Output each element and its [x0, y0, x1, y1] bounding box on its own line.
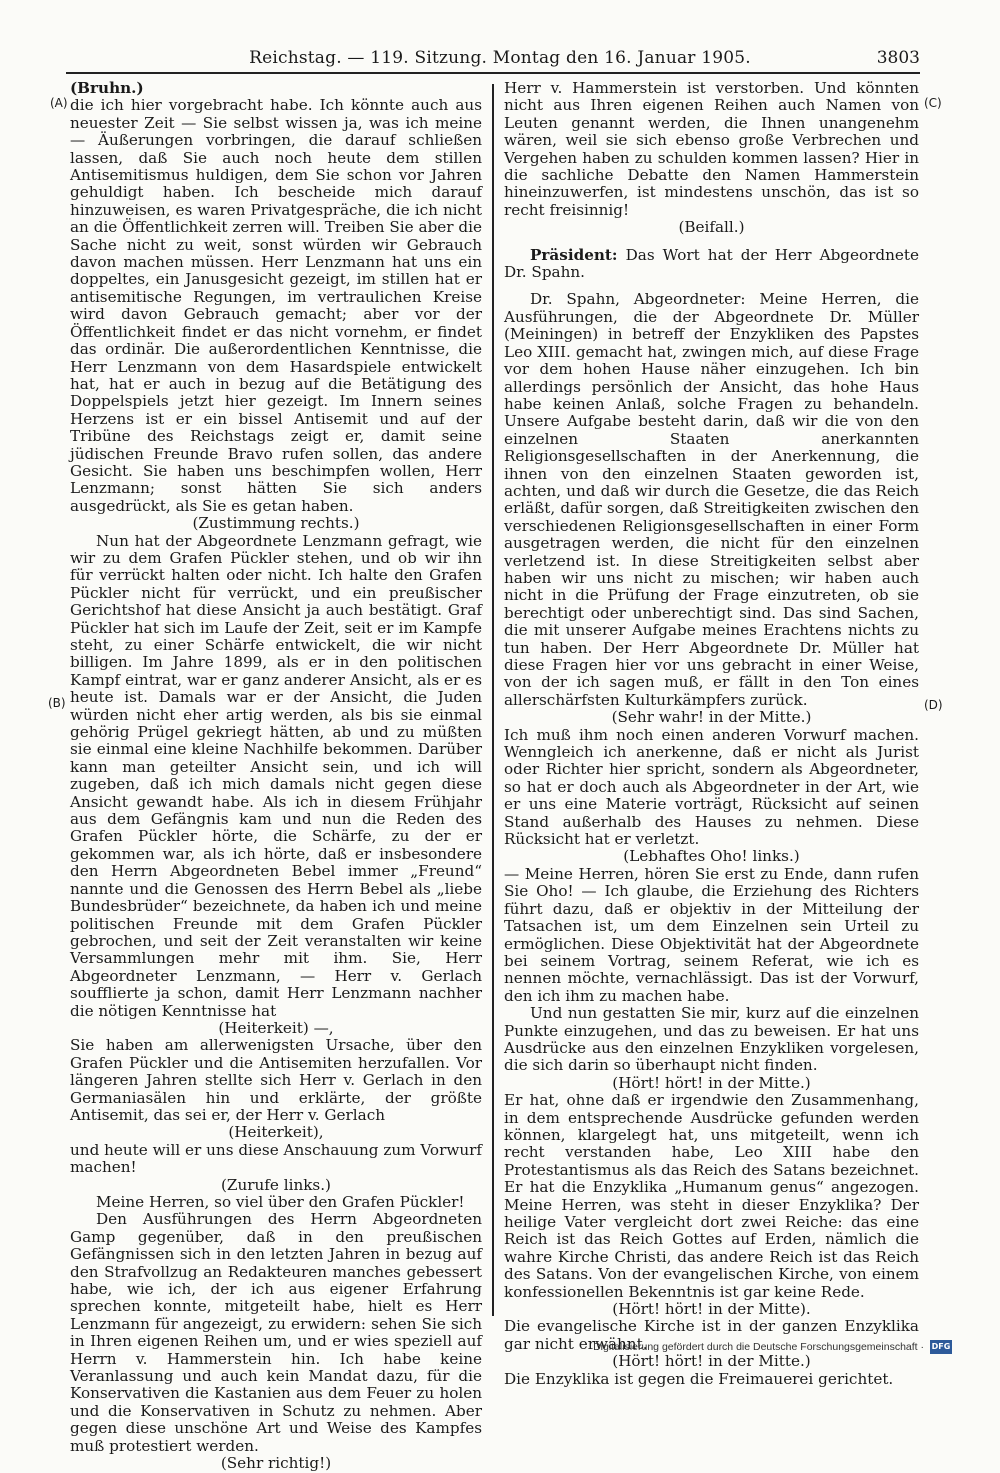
interjection: (Sehr richtig!) [220, 1454, 332, 1473]
margin-mark-d: (D) [924, 698, 943, 712]
paragraph: die ich hier vorgebracht habe. Ich könnte auch aus neuester Zeit — Sie selbst wissen ja, was ich meine — Äußerungen vorbringen, die darauf schließen lassen, daß Sie auch noch heute dem stillen Antisemitismus huldigen, dem Sie schon vor Jahren gehuldigt haben. Ich bescheide mich darauf hinzuweisen, es waren Privatgespräche, die ich nicht an die Öffentlichkeit zerren will. Treiben Sie aber die Sache nicht zu weit, sonst würden wir Gebrauch davon machen müssen. Herr Lenzmann hat uns ein doppeltes, ein Janusgesicht gezeigt, im stillen hat er antisemitische Regungen, im vertraulichen Kreise wird davon Gebrauch gemacht; aber vor der Öffentlichkeit findet er das nicht vornehm, er findet das ordinär. Die außerordentlichen Kenntnisse, die Herr Lenzmann von dem Hasardspiele entwickelt hat, hat er auch in bezug auf die Betätigung des Doppelspiels jetzt hier gezeigt. Im Innern seines Herzens ist er ein bissel Antisemit und auf der Tribüne des Reichstags zeigt er, damit seine jüdischen Freunde Bravo rufen sollen, das andere Gesicht. Sie haben uns beschimpfen wollen, Herr Lenzmann; sonst hätten Sie sich anders ausgedrückt, als Sie es getan haben. [70, 96, 482, 515]
paragraph: Nun hat der Abgeordnete Lenzmann gefragt, wie wir zu dem Grafen Pückler stehen, und ob wir ihn für verrückt halten oder nicht. Ich halte den Grafen Pückler nicht für verrückt, und ein preußischer Gerichtshof hat diese Ansicht ja auch bestätigt. Graf Pückler hat sich im Laufe der Zeit, seit er im Kampfe steht, zu einer Schärfe entwickelt, die wir nicht billigen. Im Jahre 1899, als er in den politischen Kampf eintrat, war er ganz anderer Ansicht, als er es heute ist. Damals war er der Ansicht, die Juden würden nicht eher artig werden, als bis sie einmal gehörig Prügel gekriegt hätten, ab und zu müßten sie einmal eine kleine Nachhilfe bekommen. Darüber kann man geteilter Ansicht sein, und ich will zugeben, daß ich mich damals nicht gegen diese Ansicht gewandt habe. Als ich in diesem Frühjahr aus dem Gefängnis kam und nun die Reden des Grafen Pückler hörte, die Schärfe, zu der er gekommen war, als ich hörte, daß er insbesondere den Herrn Abgeordneten Bebel immer „Freund“ nannte und die Genossen des Herrn Bebel als „liebe Bundesbrüder“ bezeichnete, da haben ich und meine politischen Freunde mit dem Grafen Pückler gebrochen, und seit der Zeit veranstalten wir keine Versammlungen mehr mit ihm. Sie, Herr Abgeordneter Lenzmann, — Herr v. Gerlach soufflierte ja schon, damit Herr Lenzmann nachher die nötigen Kenntnisse hat [70, 531, 482, 1020]
president-text: Das Wort hat der Herr Abgeordnete Dr. Spahn. [504, 245, 919, 282]
interjection: (Hört! hört! in der Mitte.) [612, 1352, 811, 1371]
left-column [70, 80, 482, 1473]
interjection: (Beifall.) [678, 218, 745, 237]
paragraph: Die Enzyklika ist gegen die Freimauerei gerichtet. [504, 1369, 894, 1388]
interjection: (Heiterkeit) —, [218, 1018, 334, 1037]
paragraph: Den Ausführungen des Herrn Abgeordneten Gamp gegenüber, daß in den preußischen Gefängnissen sich in den letzten Jahren in bezug auf den Strafvollzug an Redakteuren manches gebessert habe, wie ich, der ich aus eigener Erfahrung sprechen konnte, mitgeteilt habe, hielt es Herr Lenzmann für angezeigt, zu erwidern: sehen Sie sich in Ihren eigenen Reihen um, und er wies speziell auf Herrn v. Hammerstein hin. Ich habe keine Veranlassung und auch kein Mandat dazu, für die Konservativen die Kastanien aus dem Feuer zu holen und die Konservativen in Schutz zu nehmen. Aber gegen diese unschöne Art und Weise des Kampfes muß protestiert werden. [70, 1210, 482, 1455]
page-header [0, 48, 1000, 74]
interjection: (Hört! hört! in der Mitte). [612, 1300, 811, 1319]
paragraph: Meine Herren, so viel über den Grafen Pückler! [96, 1193, 465, 1211]
paragraph: Herr v. Hammerstein ist verstorben. Und könnten nicht aus Ihren eigenen Reihen auch Namen von Leuten genannt werden, die Ihnen unangenehm wären, weil sie sich ebenso große Verbrechen und Vergehen haben zu schulden kommen lassen? Hier in die sachliche Debatte den Namen Hammerstein hineinzuwerfen, ist mindestens unschön, das ist so recht freisinnig! [504, 79, 919, 219]
paragraph: Die evangelische Kirche ist in der ganzen Enzyklika gar nicht erwähnt. [504, 1317, 919, 1353]
right-column [504, 80, 919, 1388]
margin-mark-b: (B) [48, 696, 66, 710]
dfg-logo-icon: DFG [930, 1340, 952, 1354]
speaker-header: (Bruhn.) [70, 79, 144, 97]
margin-mark-c: (C) [924, 96, 942, 110]
interjection: (Zustimmung rechts.) [192, 514, 360, 533]
paragraph: — Meine Herren, hören Sie erst zu Ende, dann rufen Sie Oho! — Ich glaube, die Erziehung des Richters führt dazu, daß er objektiv in der Mitteilung der Tatsachen ist, um dem Einzelnen sein Urteil zu ermöglichen. Diese Objektivität hat der Abgeordnete bei seinem Vortrag, seinem Referat, wie ich es nennen möchte, vernachlässigt. Das ist der Vorwurf, den ich ihm zu machen habe. [504, 864, 919, 1005]
paragraph: und heute will er uns diese Anschauung zum Vorwurf machen! [70, 1140, 482, 1177]
page-number: 3803 [876, 48, 920, 68]
president-paragraph [504, 247, 919, 282]
paragraph: Dr. Spahn, Abgeordneter: Meine Herren, die Ausführungen, die der Abgeordnete Dr. Müller (Meiningen) in betreff der Enzykliken des Papstes Leo XIII. gemacht hat, zwingen mich, auf diese Frage vor dem hohen Hause näher einzugehen. Ich bin allerdings persönlich der Ansicht, das hohe Haus habe keinen Anlaß, solche Fragen zu behandeln. Unsere Aufgabe besteht darin, daß wir die von den einzelnen Staaten anerkannten Religionsgesellschaften in der Anerkennung, die ihnen von den einzelnen Staaten geworden ist, achten, und daß wir durch die Gesetze, die das Reich erläßt, dafür sorgen, daß Streitigkeiten zwischen den verschiedenen Religionsgesellschaften in einer Form ausgetragen werden, die nicht für den einzelnen verletzend ist. In diese Streitigkeiten selbst aber haben wir uns nicht zu mischen; wir haben auch nicht in die Prüfung der Frage einzutreten, ob sie berechtigt oder unberechtigt sind. Das sind Sachen, die mit unserer Aufgabe meines Erachtens nichts zu tun haben. Der Herr Abgeordnete Dr. Müller hat diese Fragen hier vor uns gebracht in einer Weise, von der ich sagen muß, er fällt in den Ton eines allerschärfsten Kulturkämpfers zurück. [504, 290, 919, 709]
running-head: Reichstag. — 119. Sitzung. Montag den 16. Januar 1905. [249, 48, 751, 68]
footer-credit [593, 1340, 952, 1354]
interjection: (Heiterkeit), [228, 1123, 324, 1142]
paragraph: Er hat, ohne daß er irgendwie den Zusammenhang, in dem entsprechende Ausdrücke gefunden werden können, klargelegt hat, uns mitgeteilt, wenn ich recht verstanden habe, Leo XIII habe den Protestantismus als das Reich des Satans bezeichnet. Er hat die Enzyklika „Humanum genus“ angezogen. Meine Herren, was steht in dieser Enzyklika? Der heilige Vater vergleicht dort zwei Reiche: das eine Reich ist das Reich Gottes auf Erden, nämlich die wahre Kirche Christi, das andere Reich ist das Reich des Satans. Von der evangelischen Kirche, von einem konfessionellen Bekenntnis ist gar keine Rede. [504, 1091, 919, 1301]
column-divider [492, 84, 494, 1316]
paragraph: Sie haben am allerwenigsten Ursache, über den Grafen Pückler und die Antisemiten herzufallen. Vor längeren Jahren stellte sich Herr v. Gerlach in den Germaniasälen hin und erklärte, der größte Antisemit, das sei er, der Herr v. Gerlach [70, 1036, 482, 1124]
speaker-president: Präsident: [530, 245, 618, 264]
paragraph: Und nun gestatten Sie mir, kurz auf die einzelnen Punkte einzugehen, und das zu beweisen. Er hat uns Ausdrücke aus den einzelnen Enzykliken vorgelesen, die sich darin so überhaupt nicht finden. [504, 1004, 919, 1075]
interjection: (Sehr wahr! in der Mitte.) [611, 708, 812, 727]
footer-text: Digitalisierung gefördert durch die Deutsche Forschungsgemeinschaft · [593, 1341, 924, 1353]
interjection: (Lebhaftes Oho! links.) [623, 847, 800, 866]
header-rule [66, 72, 920, 74]
margin-mark-a: (A) [50, 96, 68, 110]
interjection: (Hört! hört! in der Mitte.) [612, 1073, 811, 1092]
paragraph: Ich muß ihm noch einen anderen Vorwurf machen. Wenngleich ich anerkenne, daß er nicht als Jurist oder Richter hier spricht, sondern als Abgeordneter, so hat er doch auch als Abgeordneter in der Art, wie er uns eine Materie vorträgt, Rücksicht auf seinen Stand außerhalb des Hauses zu nehmen. Diese Rücksicht hat er verletzt. [504, 725, 919, 849]
interjection: (Zurufe links.) [221, 1175, 331, 1194]
